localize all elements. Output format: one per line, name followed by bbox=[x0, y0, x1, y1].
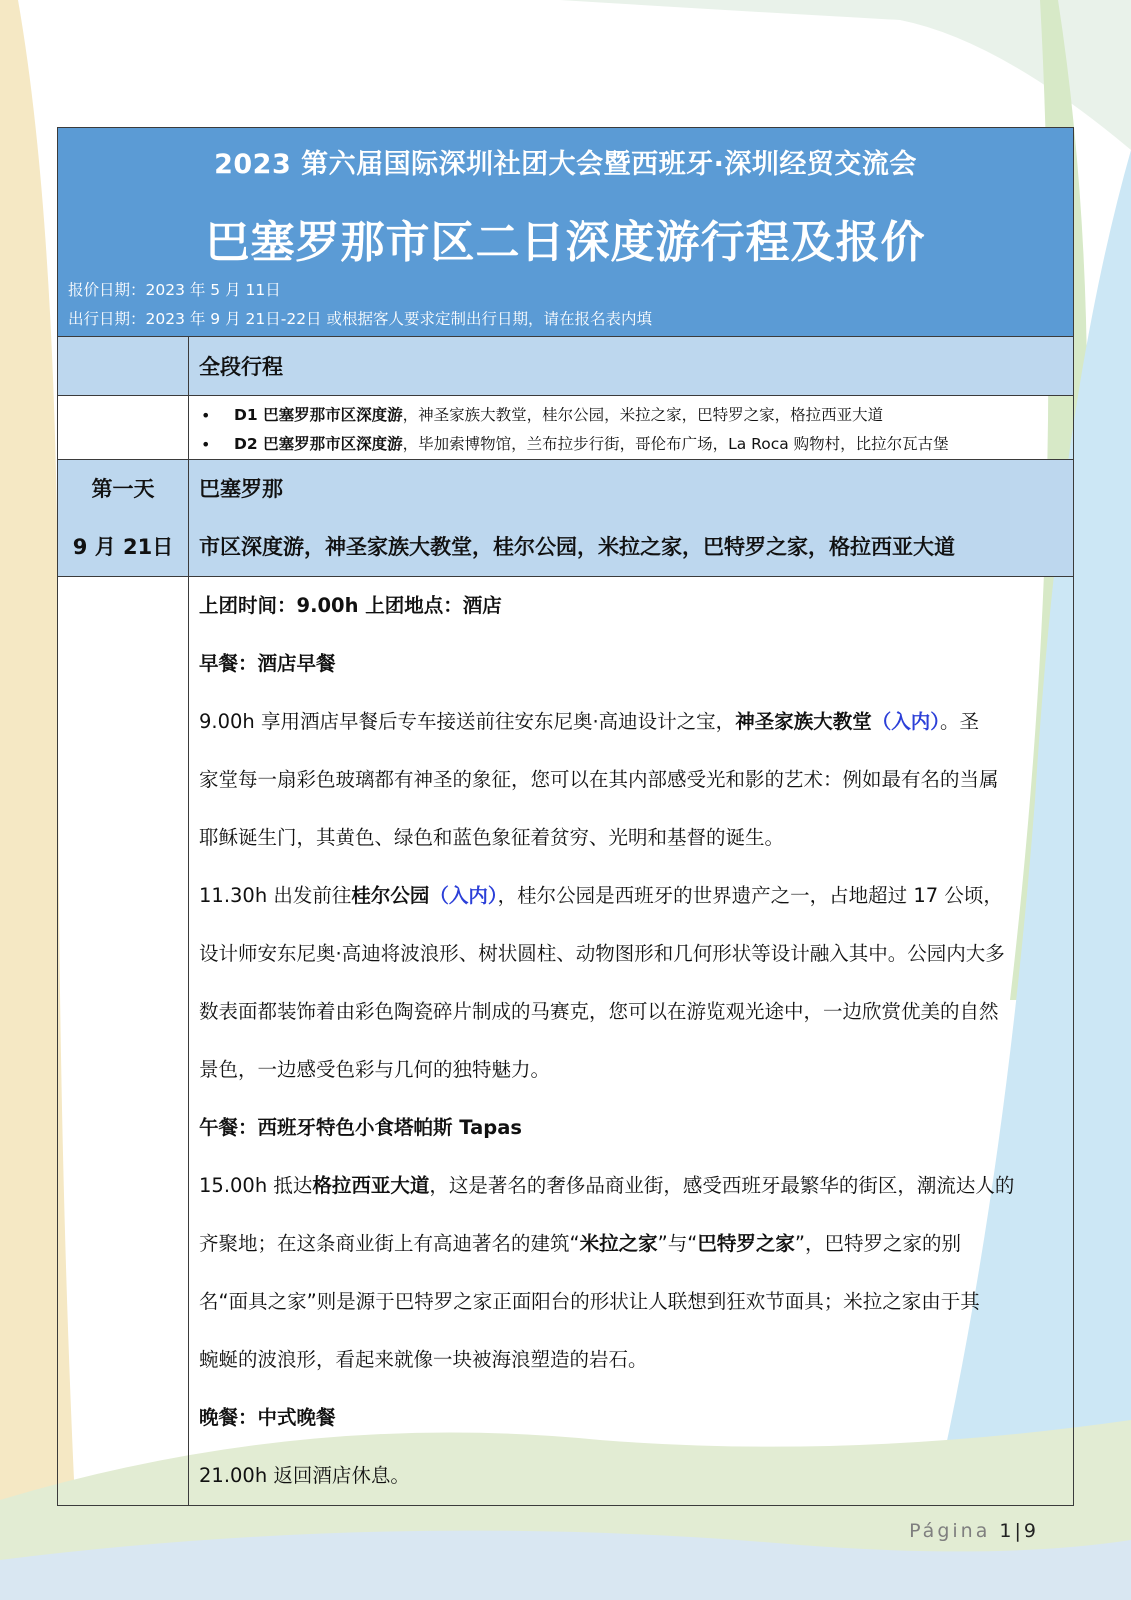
lunch-info: 午餐：西班牙特色小食塔帕斯 Tapas bbox=[199, 1116, 522, 1139]
day-city: 巴塞罗那 bbox=[199, 477, 283, 501]
overview-cell bbox=[189, 396, 1074, 460]
page-separator: | bbox=[1014, 1520, 1024, 1542]
page-footer bbox=[909, 1520, 1039, 1542]
overview-empty-cell bbox=[58, 396, 189, 460]
list-item: • D2 巴塞罗那市区深度游，毕加索博物馆，兰布拉步行街，哥伦布广场，La Roca 购物村，比拉尔瓦古堡 bbox=[234, 430, 1073, 459]
paragraph-line: 耶稣诞生门，其黄色、绿色和蓝色象征着贫穷、光明和基督的诞生。 bbox=[199, 826, 785, 849]
overview-label-cell bbox=[58, 337, 189, 396]
dinner-info: 晚餐：中式晚餐 bbox=[199, 1406, 336, 1429]
page-title: 巴塞罗那市区二日深度游行程及报价 bbox=[205, 217, 926, 268]
paragraph-line: 11.30h 出发前往桂尔公园（入内），桂尔公园是西班牙的世界遗产之一，占地超过 17 公顷， bbox=[199, 884, 1003, 907]
overview-heading: 全段行程 bbox=[189, 337, 1074, 396]
travel-date: 出行日期：2023 年 9 月 21日-22日 或根据客人要求定制出行日期，请在报名表内填 bbox=[68, 310, 652, 328]
paragraph-line: 15.00h 抵达格拉西亚大道，这是著名的奢侈品商业街，感受西班牙最繁华的街区，潮流达人的 bbox=[199, 1174, 1015, 1197]
page-number: 1 bbox=[999, 1520, 1015, 1542]
breakfast-info: 早餐：酒店早餐 bbox=[199, 652, 336, 675]
itinerary-table bbox=[57, 127, 1074, 1506]
day-label: 第一天 bbox=[91, 477, 155, 501]
day-body bbox=[189, 577, 1074, 1506]
day-summary: 市区深度游，神圣家族大教堂，桂尔公园，米拉之家，巴特罗之家，格拉西亚大道 bbox=[199, 535, 955, 559]
page-label: Página bbox=[909, 1520, 991, 1542]
overview-list bbox=[189, 396, 1073, 459]
paragraph-line: 设计师安东尼奥·高迪将波浪形、树状圆柱、动物图形和几何形状等设计融入其中。公园内大多 bbox=[199, 942, 1005, 965]
paragraph-line: 9.00h 享用酒店早餐后专车接送前往安东尼奥·高迪设计之宝，神圣家族大教堂（入内）。圣 bbox=[199, 710, 979, 733]
day-label-cell bbox=[58, 460, 189, 577]
page-total: 9 bbox=[1023, 1520, 1039, 1542]
paragraph-line: 名“面具之家”则是源于巴特罗之家正面阳台的形状让人联想到狂欢节面具；米拉之家由于其 bbox=[199, 1290, 980, 1313]
conference-title: 2023 第六届国际深圳社团大会暨西班牙·深圳经贸交流会 bbox=[214, 149, 917, 180]
quote-date: 报价日期：2023 年 5 月 11日 bbox=[68, 281, 281, 299]
list-item: • D1 巴塞罗那市区深度游，神圣家族大教堂，桂尔公园，米拉之家，巴特罗之家，格拉西亚大道 bbox=[234, 401, 1073, 430]
paragraph-line: 景色，一边感受色彩与几何的独特魅力。 bbox=[199, 1058, 551, 1081]
day-title-cell bbox=[189, 460, 1074, 577]
paragraph-line: 齐聚地；在这条商业街上有高迪著名的建筑“米拉之家”与“巴特罗之家”，巴特罗之家的别 bbox=[199, 1232, 961, 1255]
meeting-info: 上团时间：9.00h 上团地点：酒店 bbox=[199, 594, 502, 617]
paragraph-line: 数表面都装饰着由彩色陶瓷碎片制成的马赛克，您可以在游览观光途中，一边欣赏优美的自然 bbox=[199, 1000, 999, 1023]
header-block bbox=[58, 128, 1074, 337]
paragraph-line: 21.00h 返回酒店休息。 bbox=[199, 1464, 410, 1487]
paragraph-line: 家堂每一扇彩色玻璃都有神圣的象征，您可以在其内部感受光和影的艺术：例如最有名的当属 bbox=[199, 768, 999, 791]
day-date: 9 月 21日 bbox=[72, 535, 174, 559]
day-body-left bbox=[58, 577, 189, 1506]
paragraph-line: 蜿蜒的波浪形，看起来就像一块被海浪塑造的岩石。 bbox=[199, 1348, 648, 1371]
